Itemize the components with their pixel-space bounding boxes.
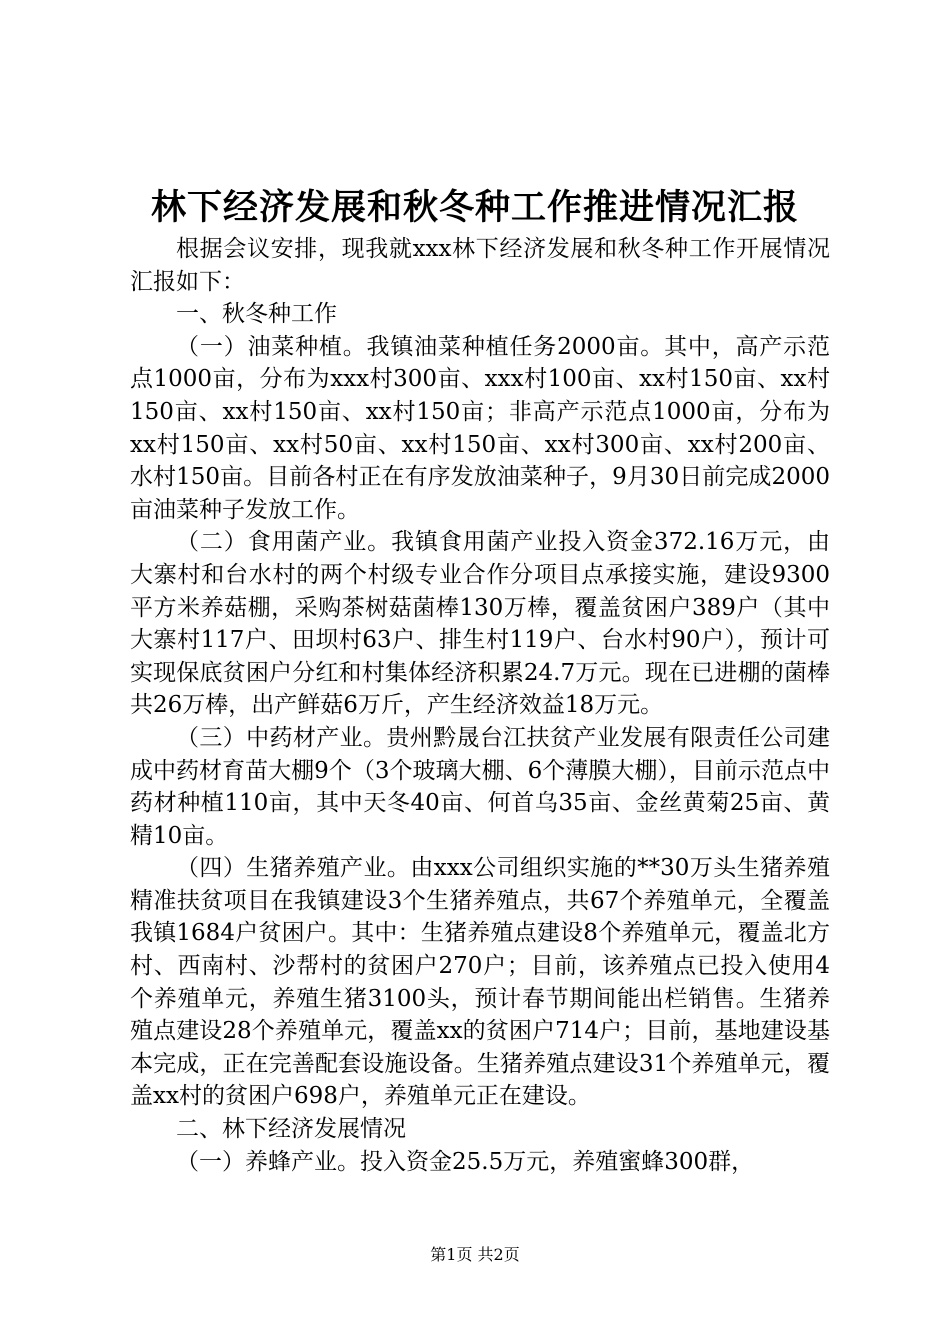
section-heading-2: 二、林下经济发展情况 — [176, 1116, 406, 1143]
paragraph-pigs: （四）生猪养殖产业。由xxx公司组织实施的**30万头生猪养殖精准扶贫项目在我镇建设3个生猪养殖点，共67个养殖单元，全覆盖我镇1684户贫困户。其中：生猪养殖点建设8个养殖单元，覆盖北方村、西南村、沙帮村的贫困户270户；目前，该养殖点已投入使用4个养殖单元，养殖生猪3100头，预计春节期间能出栏销售。生猪养殖点建设28个养殖单元，覆盖xx的贫困户714户；目前，基地建设基本完成，正在完善配套设施设备。生猪养殖点建设31个养殖单元，覆盖xx村的贫困户698户，养殖单元正在建设。 — [130, 855, 830, 1110]
paragraph-bees: （一）养蜂产业。投入资金25.5万元，养殖蜜蜂300群， — [176, 1148, 755, 1175]
page-footer: 第1页 共2页 — [430, 1245, 520, 1264]
section-heading-1: 一、秋冬种工作 — [176, 301, 337, 328]
document-title: 林下经济发展和秋冬种工作推进情况汇报 — [150, 187, 799, 228]
paragraph-herbs: （三）中药材产业。贵州黔晟台江扶贫产业发展有限责任公司建成中药材育苗大棚9个（3个玻璃大棚、6个薄膜大棚），目前示范点中药材种植110亩，其中天冬40亩、何首乌35亩、金丝黄菊25亩、黄精10亩。 — [130, 724, 830, 849]
intro-paragraph: 根据会议安排，现我就xxx林下经济发展和秋冬种工作开展情况汇报如下： — [130, 236, 830, 295]
paragraph-mushroom: （二）食用菌产业。我镇食用菌产业投入资金372.16万元，由大寨村和台水村的两个村级专业合作分项目点承接实施，建设9300平方米养菇棚，采购茶树菇菌棒130万棒，覆盖贫困户389户（其中大寨村117户、田坝村63户、排生村119户、台水村90户），预计可实现保底贫困户分红和村集体经济积累24.7万元。现在已进棚的菌棒共26万棒，出产鲜菇6万斤，产生经济效益18万元。 — [130, 529, 830, 719]
document-body — [130, 233, 830, 1178]
paragraph-rapeseed: （一）油菜种植。我镇油菜种植任务2000亩。其中，高产示范点1000亩，分布为xxx村300亩、xxx村100亩、xx村150亩、xx村150亩、xx村150亩、xx村150亩；非高产示范点1000亩，分布为xx村150亩、xx村50亩、xx村150亩、xx村300亩、xx村200亩、水村150亩。目前各村正在有序发放油菜种子，9月30日前完成2000亩油菜种子发放工作。 — [130, 333, 830, 523]
